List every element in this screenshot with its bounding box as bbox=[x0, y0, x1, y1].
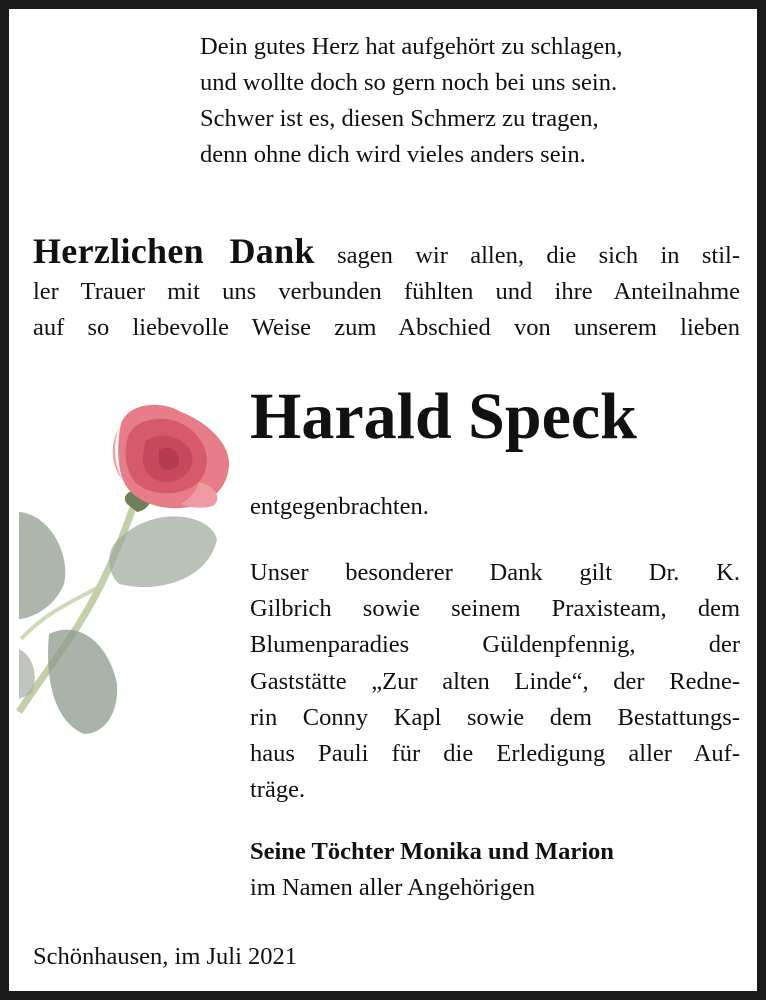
thanks-line-3: auf so liebevolle Weise zum Abschied von unserem lieben bbox=[33, 314, 740, 341]
signature-names: Seine Töchter Monika und Marion bbox=[250, 838, 614, 865]
thanks-heading: Herzlichen Dank bbox=[33, 231, 315, 271]
thanks-line-1 bbox=[33, 233, 740, 274]
rose-icon bbox=[9, 394, 239, 739]
special-thanks-line: Gaststätte „Zur alten Linde“, der Redne- bbox=[250, 667, 740, 695]
signature-block bbox=[250, 834, 614, 906]
poem-line: denn ohne dich wird vieles anders sein. bbox=[200, 141, 586, 168]
poem-line: Dein gutes Herz hat aufgehört zu schlagen, bbox=[200, 33, 623, 60]
poem-block bbox=[200, 29, 740, 173]
special-thanks-line: träge. bbox=[250, 776, 306, 804]
place-date: Schönhausen, im Juli 2021 bbox=[33, 943, 298, 970]
special-thanks-line: Gilbrich sowie seinem Praxisteam, dem bbox=[250, 595, 740, 623]
special-thanks-line: Unser besonderer Dank gilt Dr. K. bbox=[250, 559, 740, 586]
after-name-text: entgegenbrachten. bbox=[250, 493, 429, 520]
special-thanks-line: haus Pauli für die Erledigung aller Auf- bbox=[250, 740, 740, 768]
thanks-line-1-text: sagen wir allen, die sich in stil- bbox=[314, 242, 740, 269]
special-thanks-paragraph bbox=[250, 555, 740, 808]
special-thanks-line: Blumenparadies Güldenpfennig, der bbox=[250, 631, 740, 659]
signature-subline: im Namen aller Angehörigen bbox=[250, 874, 536, 901]
poem-line: und wollte doch so gern noch bei uns sein. bbox=[200, 69, 618, 96]
deceased-name: Harald Speck bbox=[250, 380, 637, 453]
thanks-line-2: ler Trauer mit uns verbunden fühlten und ihre Anteilnahme bbox=[33, 278, 740, 305]
special-thanks-line: rin Conny Kapl sowie dem Bestattungs- bbox=[250, 703, 740, 731]
thanks-paragraph bbox=[33, 233, 740, 346]
poem-line: Schwer ist es, diesen Schmerz zu tragen, bbox=[200, 105, 599, 132]
